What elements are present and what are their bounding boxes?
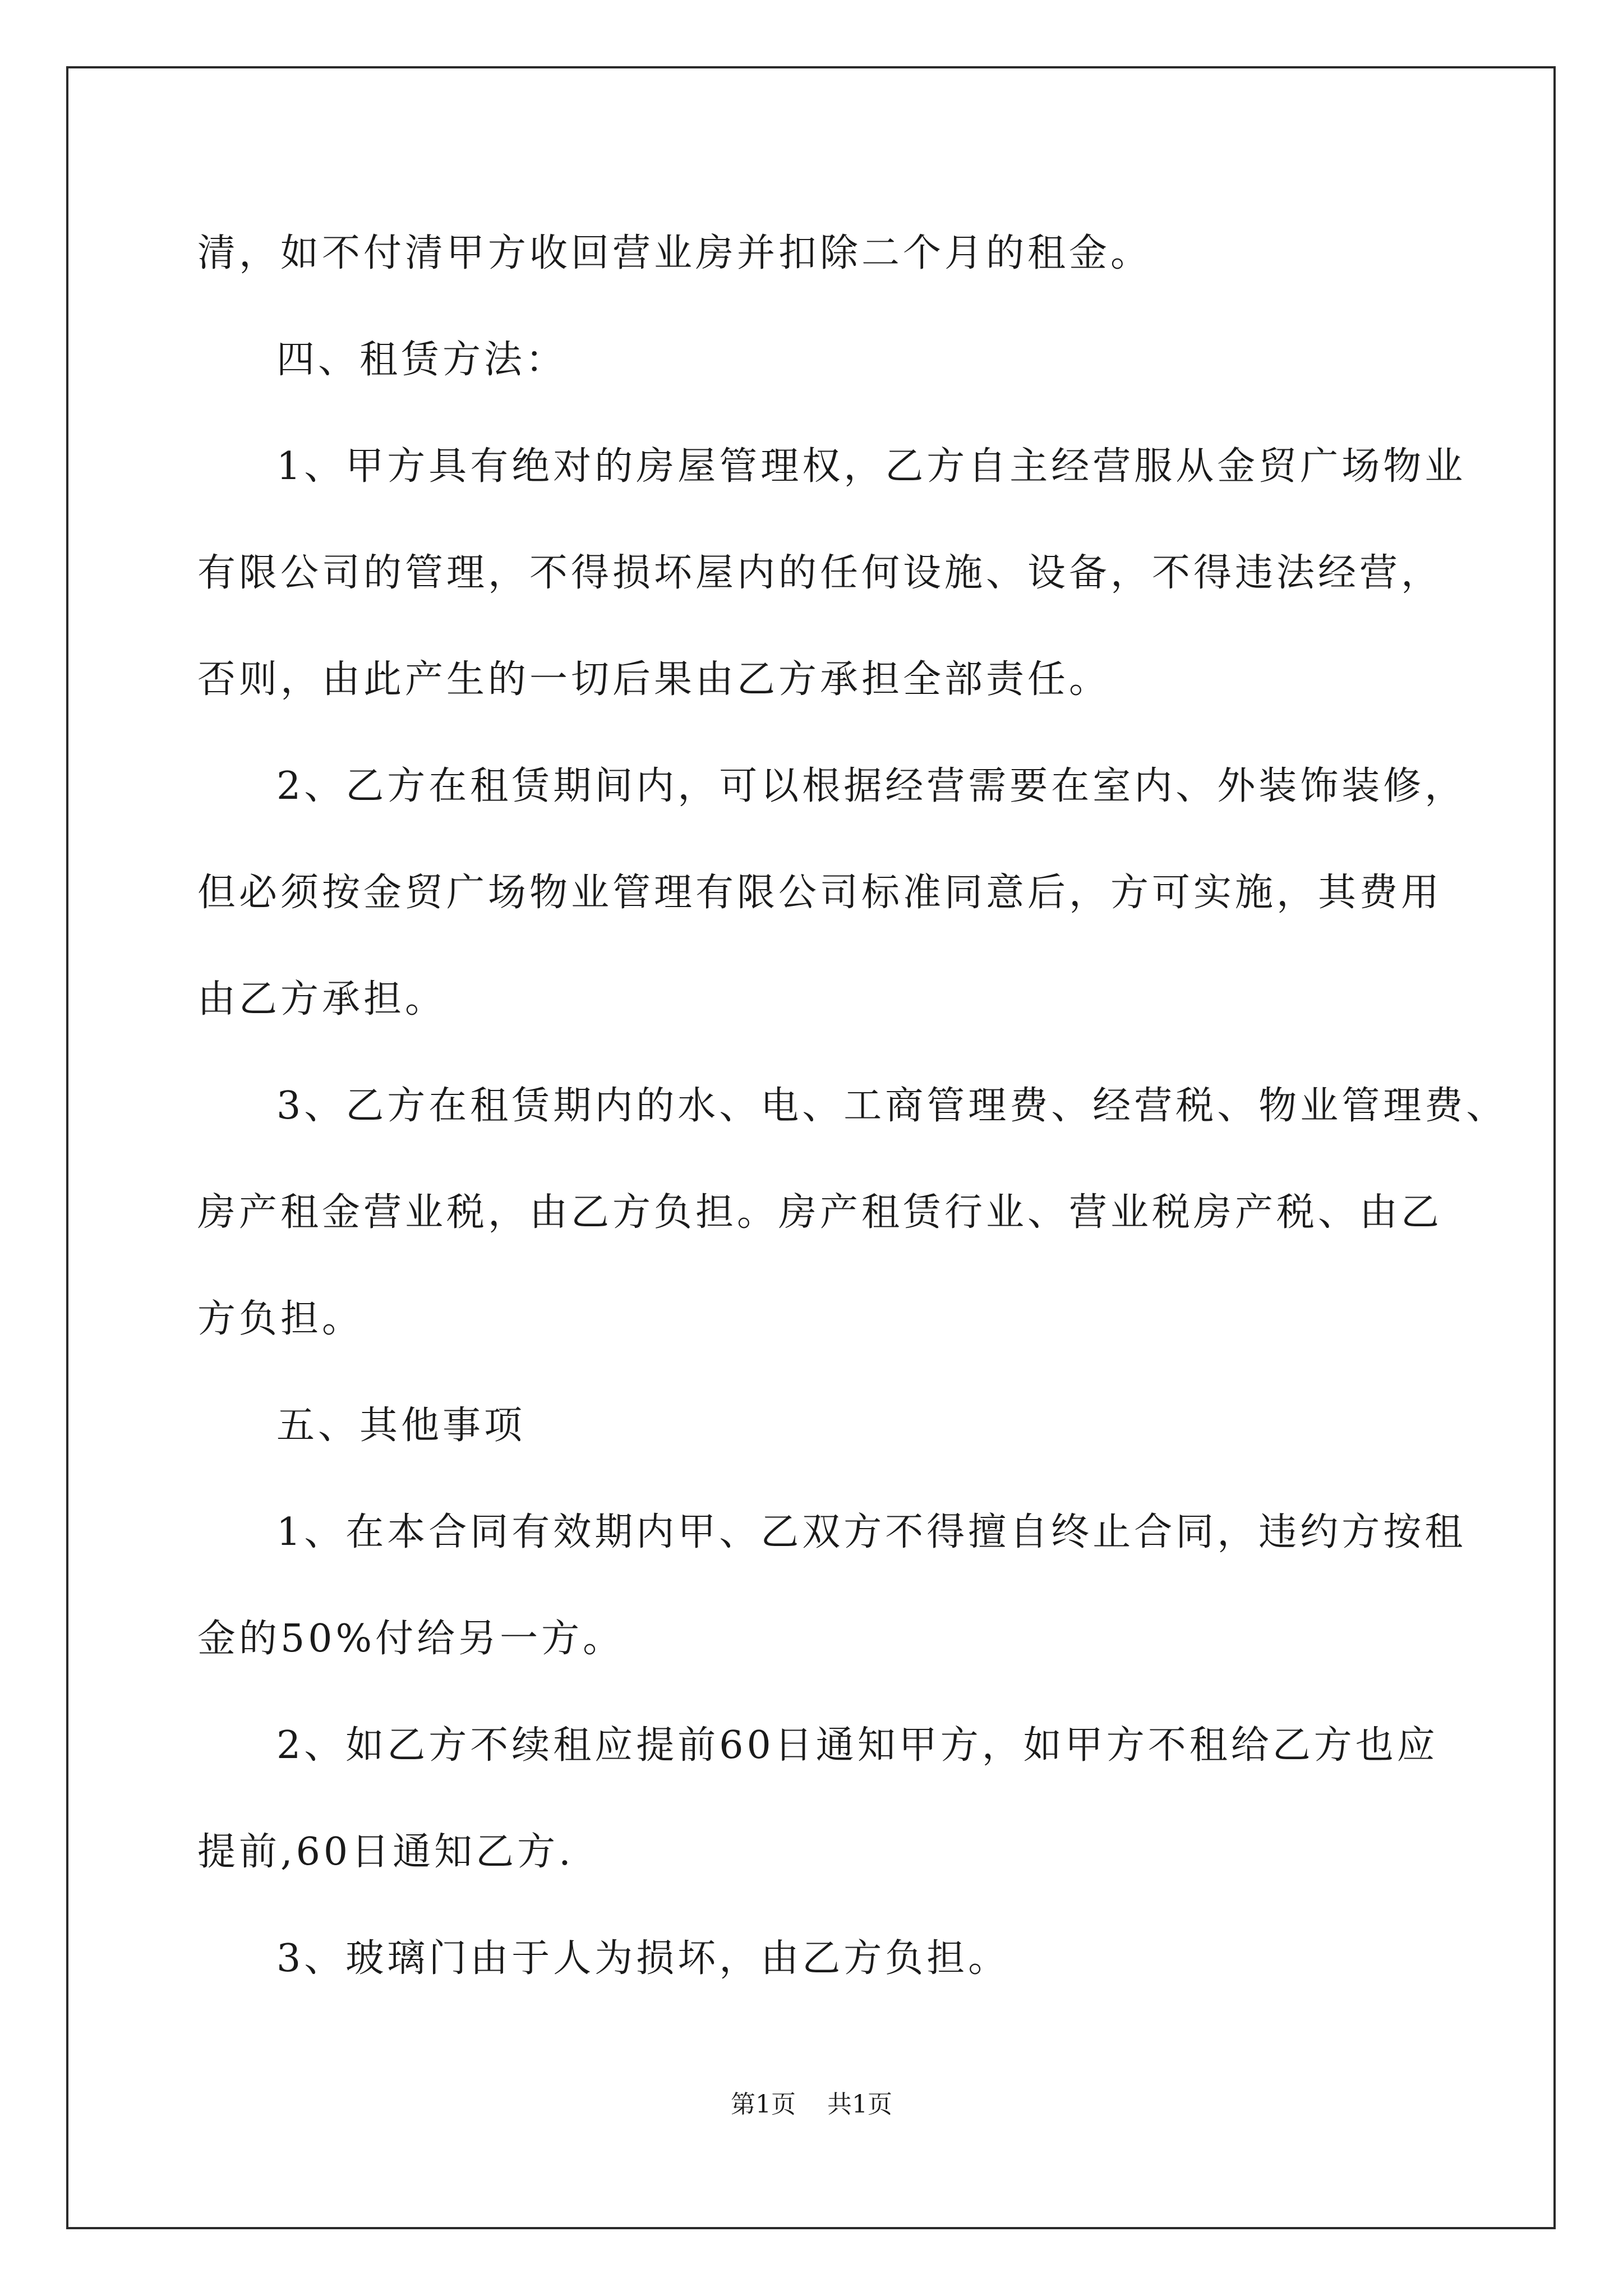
page-number: 第1页 <box>731 2090 796 2119</box>
text-line: 金的50%付给另一方。 <box>197 1617 625 1661</box>
text-line: 3、玻璃门由于人为损坏，由乙方负担。 <box>276 1936 1010 1981</box>
text-line: 有限公司的管理，不得损坏屋内的任何设施、设备，不得违法经营， <box>197 551 1443 595</box>
page-total: 共1页 <box>827 2090 892 2119</box>
text-line: 房产租金营业税，由乙方负担。房产租赁行业、营业税房产税、由乙 <box>197 1190 1443 1235</box>
section-heading: 四、租赁方法： <box>276 338 568 382</box>
text-line: 但必须按金贸广场物业管理有限公司标准同意后，方可实施，其费用 <box>197 871 1443 915</box>
text-line: 2、如乙方不续租应提前60日通知甲方，如甲方不租给乙方也应 <box>276 1723 1438 1768</box>
text-line: 1、甲方具有绝对的房屋管理权，乙方自主经营服从金贸广场物业 <box>276 444 1467 489</box>
text-line: 由乙方承担。 <box>197 977 447 1022</box>
text-line: 2、乙方在租赁期间内，可以根据经营需要在室内、外装饰装修， <box>276 764 1467 808</box>
page-border <box>66 66 1556 2229</box>
text-line: 清，如不付清甲方收回营业房并扣除二个月的租金。 <box>197 231 1152 275</box>
text-line: 1、在本合同有效期内甲、乙双方不得擅自终止合同，违约方按租 <box>276 1510 1467 1554</box>
text-line: 否则，由此产生的一切后果由乙方承担全部责任。 <box>197 657 1111 702</box>
text-line: 提前,60日通知乙方. <box>197 1830 574 1874</box>
text-line: 方负担。 <box>197 1297 364 1341</box>
text-line: 3、乙方在租赁期内的水、电、工商管理费、经营税、物业管理费、 <box>276 1084 1508 1128</box>
section-heading: 五、其他事项 <box>276 1404 526 1448</box>
page-footer <box>0 2092 1623 2117</box>
